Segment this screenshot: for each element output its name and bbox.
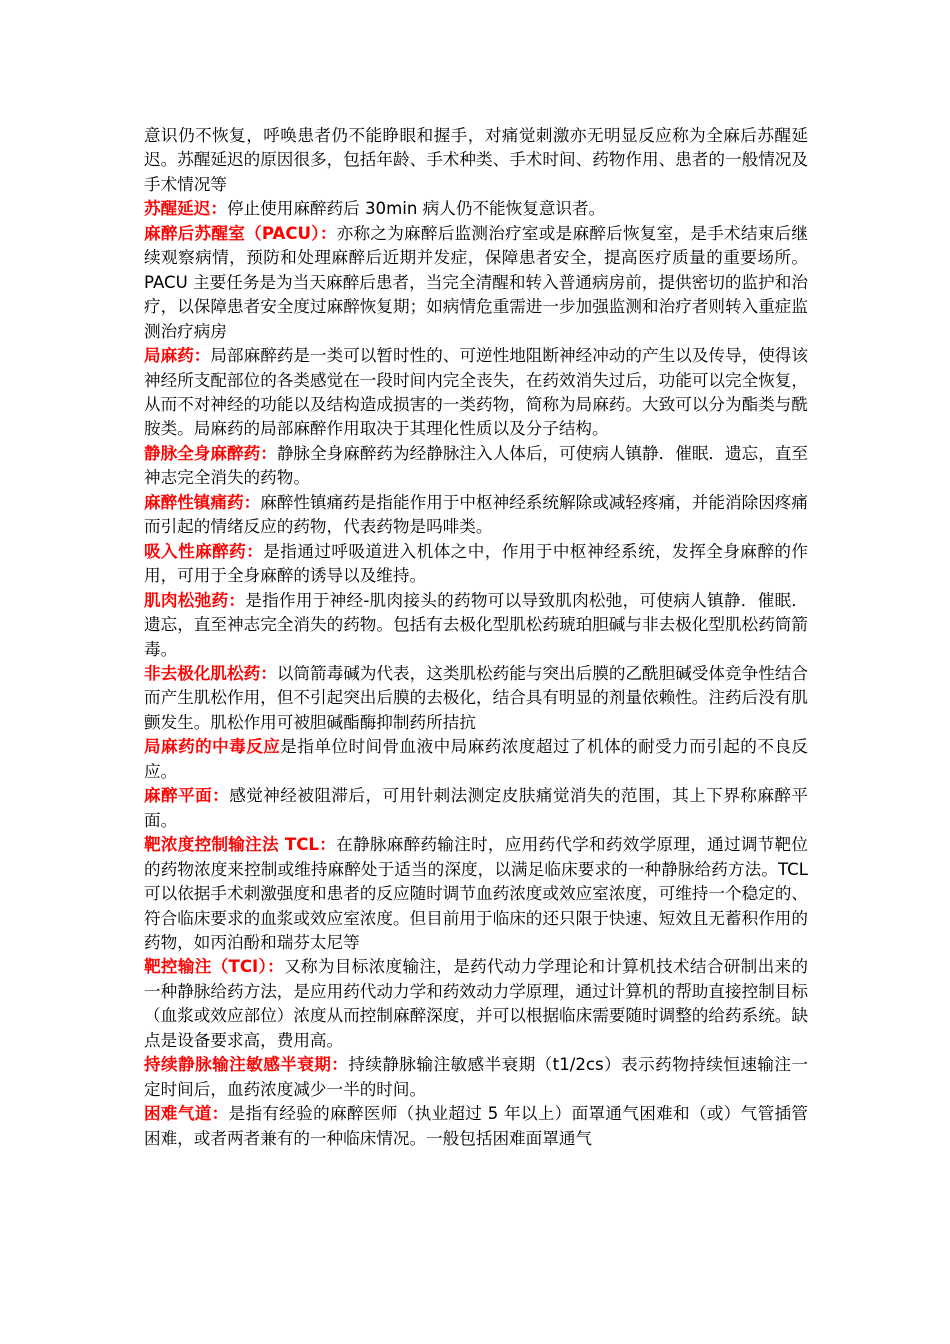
glossary-term: 麻醉后苏醒室（PACU）： — [144, 223, 337, 243]
glossary-definition: 是指通过呼吸道进入机体之中，作用于中枢神经系统，发挥全身麻醉的作用，可用于全身麻醉的诱导以及维持。 — [144, 541, 809, 586]
glossary-entry — [144, 589, 808, 662]
glossary-entry — [144, 955, 808, 1053]
glossary-definition: 是指有经验的麻醉医师（执业超过 5 年以上）面罩通气困难和（或）气管插管困难，或者两者兼有的一种临床情况。一般包括困难面罩通气 — [144, 1104, 809, 1148]
glossary-definition: 以筒箭毒碱为代表，这类肌松药能与突出后膜的乙酰胆碱受体竞争性结合而产生肌松作用，但不引起突出后膜的去极化，结合具有明显的剂量依赖性。注药后没有肌颤发生。肌松作用可被胆碱酯酶抑制药所拮抗 — [144, 663, 809, 732]
glossary-definition: 又称为目标浓度输注，是药代动力学理论和计算机技术结合研制出来的一种静脉给药方法，是应用药代动力学和药效动力学原理，通过计算机的帮助直接控制目标（血浆或效应部位）浓度从而控制麻醉深度，并可以根据临床需要随时调整的给药系统。缺点是设备要求高，费用高。 — [144, 957, 809, 1050]
glossary-term: 困难气道： — [144, 1104, 229, 1124]
glossary-entry — [144, 222, 808, 344]
glossary-term: 麻醉性镇痛药： — [144, 492, 261, 512]
glossary-entry — [144, 540, 808, 589]
glossary-entry — [144, 491, 808, 540]
glossary-term: 苏醒延迟： — [144, 199, 227, 219]
glossary-term: 局麻药： — [144, 346, 211, 366]
glossary-term: 靶控输注（TCI）： — [144, 957, 285, 977]
glossary-entry — [144, 735, 808, 784]
glossary-term: 非去极化肌松药： — [144, 663, 277, 683]
glossary-entry — [144, 662, 808, 735]
intro-paragraph: 意识仍不恢复，呼唤患者仍不能睁眼和握手，对痛觉刺激亦无明显反应称为全麻后苏醒延迟。苏醒延迟的原因很多，包括年龄、手术种类、手术时间、药物作用、患者的一般情况及手术情况等 — [144, 126, 808, 194]
glossary-entry — [144, 442, 808, 491]
glossary-definition: 是指单位时间骨血液中局麻药浓度超过了机体的耐受力而引起的不良反应。 — [144, 737, 808, 781]
glossary-term: 静脉全身麻醉药： — [144, 443, 277, 463]
glossary-definition: 亦称之为麻醉后监测治疗室或是麻醉后恢复室，是手术结束后继续观察病情，预防和处理麻醉后近期并发症，保障患者安全，提高医疗质量的重要场所。PACU 主要任务是为当天麻醉后患者，当完全清醒和转入普通病房前，提供密切的监护和治疗，以保障患者安全度过麻醉恢复期；如病情危重需进一步加强监测和治疗者则转入重症监测治疗病房 — [144, 223, 808, 341]
glossary-term: 持续静脉输注敏感半衰期： — [144, 1055, 349, 1075]
glossary-definition: 持续静脉输注敏感半衰期（t1/2cs）表示药物持续恒速输注一定时间后，血药浓度减少一半的时间。 — [144, 1055, 808, 1099]
glossary-term: 靶浓度控制输注法 TCL： — [144, 835, 337, 855]
glossary-entry — [144, 784, 808, 833]
glossary-list — [144, 197, 808, 1151]
glossary-term: 局麻药的中毒反应 — [144, 737, 281, 757]
glossary-definition: 感觉神经被阻滞后，可用针刺法测定皮肤痛觉消失的范围，其上下界称麻醉平面。 — [144, 786, 809, 830]
glossary-definition: 静脉全身麻醉药为经静脉注入人体后，可使病人镇静．催眠．遗忘，直至神志完全消失的药物。 — [144, 443, 809, 488]
glossary-term: 麻醉平面： — [144, 786, 230, 806]
glossary-definition: 麻醉性镇痛药是指能作用于中枢神经系统解除或减轻疼痛，并能消除因疼痛而引起的情绪反应的药物，代表药物是吗啡类。 — [144, 492, 808, 537]
glossary-definition: 局部麻醉药是一类可以暂时性的、可逆性地阻断神经冲动的产生以及传导，使得该神经所支配部位的各类感觉在一段时间内完全丧失，在药效消失过后，功能可以完全恢复，从而不对神经的功能以及结构造成损害的一类药物，简称为局麻药。大致可以分为酯类与酰胺类。局麻药的局部麻醉作用取决于其理化性质以及分子结构。 — [144, 346, 809, 439]
glossary-entry — [144, 1053, 808, 1102]
glossary-entry — [144, 833, 808, 955]
glossary-definition: 是指作用于神经-肌肉接头的药物可以导致肌肉松弛，可使病人镇静．催眠．遗忘，直至神志完全消失的药物。包括有去极化型肌松药琥珀胆碱与非去极化型肌松药筒箭毒。 — [144, 590, 808, 659]
glossary-term: 肌肉松弛药： — [144, 590, 246, 610]
glossary-definition: 在静脉麻醉药输注时，应用药代学和药效学原理，通过调节靶位的药物浓度来控制或维持麻醉处于适当的深度，以满足临床要求的一种静脉给药方法。TCL 可以依据手术刺激强度和患者的反应随时调节血药浓度或效应室浓度，可维持一个稳定的、符合临床要求的血浆或效应室浓度。但目前用于临床的还只限于快速、短效且无蓄积作用的药物，如丙泊酚和瑞芬太尼等 — [144, 835, 808, 952]
glossary-entry — [144, 344, 808, 442]
glossary-entry — [144, 1102, 808, 1151]
glossary-definition: 停止使用麻醉药后 30min 病人仍不能恢复意识者。 — [226, 199, 606, 219]
glossary-entry — [144, 197, 808, 221]
glossary-term: 吸入性麻醉药： — [144, 541, 264, 561]
document-page — [144, 124, 808, 1151]
